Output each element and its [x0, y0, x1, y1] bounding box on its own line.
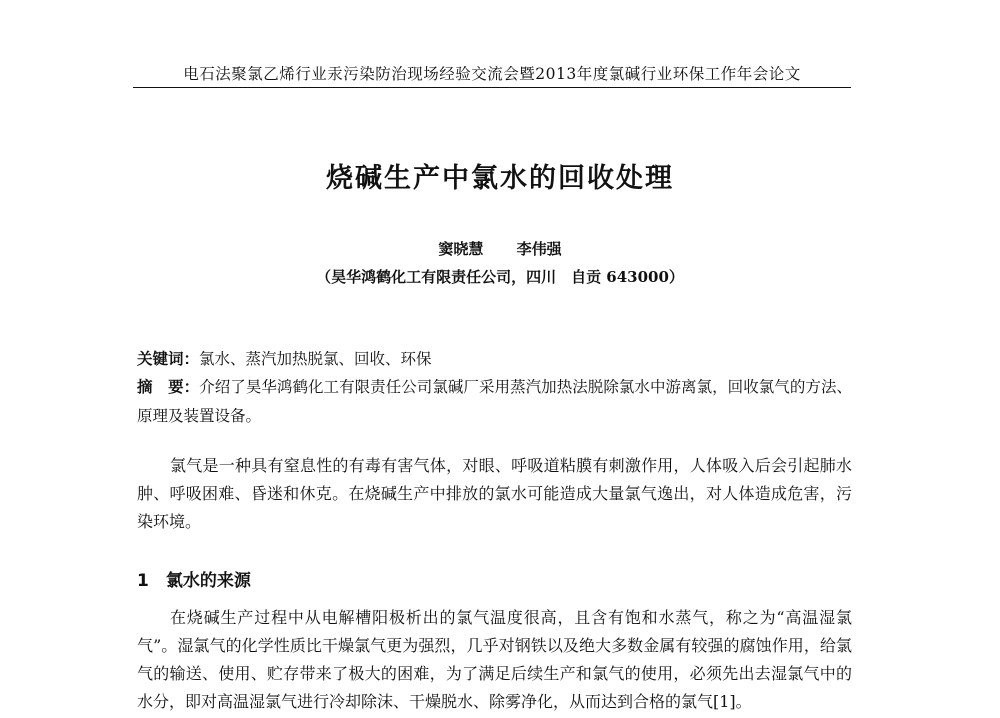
abstract — [137, 373, 852, 431]
header-rule — [133, 87, 851, 88]
author-name: 李伟强 — [516, 240, 562, 258]
abstract-text: 介绍了昊华鸿鹤化工有限责任公司氯碱厂采用蒸汽加热法脱除氯水中游离氯，回收氯气的方法、原理及装置设备。 — [137, 378, 852, 425]
paper-title: 烧碱生产中氯水的回收处理 — [326, 163, 674, 194]
affiliation: （昊华鸿鹤化工有限责任公司，四川 自贡 643000） — [316, 268, 684, 286]
section-heading: 1 氯水的来源 — [137, 571, 251, 591]
abstract-label: 摘 要： — [137, 378, 200, 396]
keywords-text: 氯水、蒸汽加热脱氯、回收、环保 — [199, 350, 432, 368]
intro-paragraph: 氯气是一种具有窒息性的有毒有害气体，对眼、呼吸道粘膜有刺激作用，人体吸入后会引起肺水肿、呼吸困难、昏迷和休克。在烧碱生产中排放的氯水可能造成大量氯气逸出，对人体造成危害，污染环境。 — [137, 456, 852, 531]
running-header: 电石法聚氯乙烯行业汞污染防治现场经验交流会暨2013年度氯碱行业环保工作年会论文 — [183, 65, 801, 83]
author-name: 窦晓慧 — [438, 240, 484, 258]
keywords — [137, 345, 852, 373]
author-list — [0, 238, 1000, 259]
section-paragraph: 在烧碱生产过程中从电解槽阳极析出的氯气温度很高，且含有饱和水蒸气，称之为“高温湿氯气”。湿氯气的化学性质比干燥氯气更为强烈，几乎对钢铁以及绝大多数金属有较强的腐蚀作用，给氯气的输送、使用、贮存带来了极大的困难，为了满足后续生产和氯气的使用，必须先出去湿氯气中的水分，即对高温湿氯气进行冷却除沫、干燥脱水、除雾净化，从而达到合格的氯气[1]。 — [137, 608, 852, 711]
keywords-label: 关键词： — [137, 350, 200, 368]
